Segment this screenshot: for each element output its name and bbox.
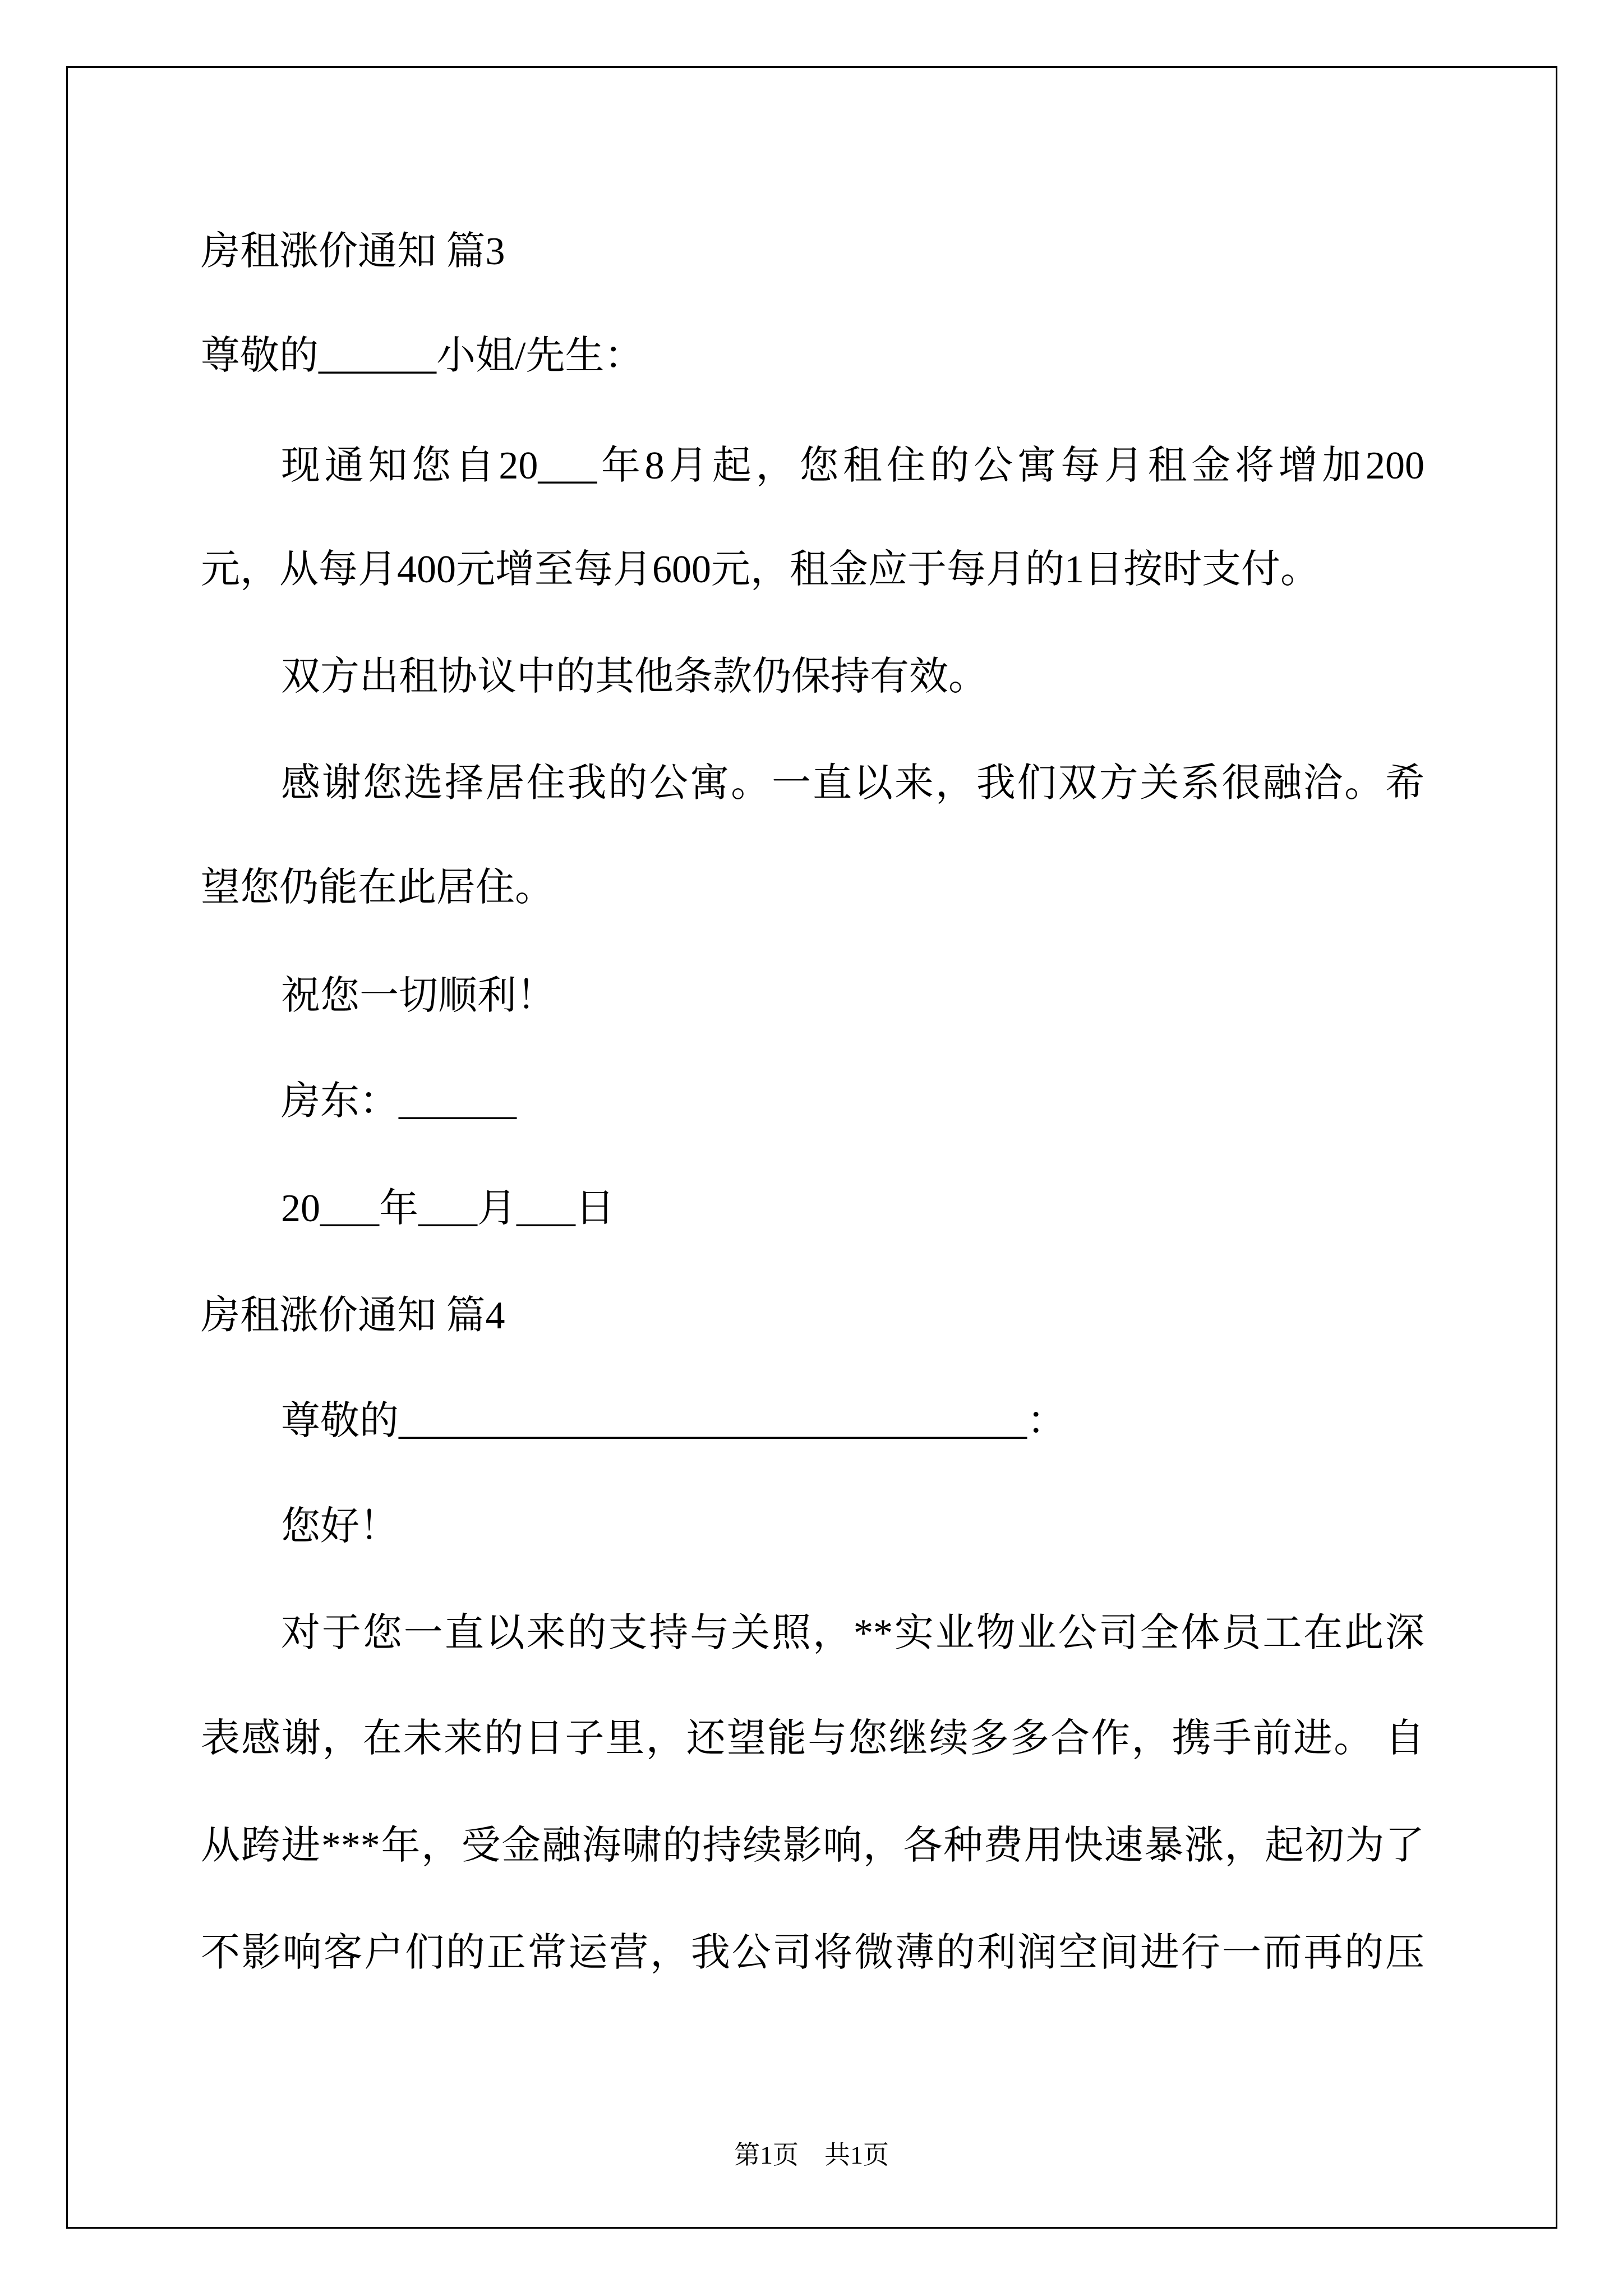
section-heading-3: 房租涨价通知 篇3 (201, 230, 505, 273)
paragraph-line: 现通知您自20___年8月起，您租住的公寓每月租金将增加200 (281, 444, 1424, 487)
paragraph-line: 不影响客户们的正常运营，我公司将微薄的利润空间进行一而再的压 (201, 1931, 1424, 1975)
paragraph-line: 对于您一直以来的支持与关照，**实业物业公司全体员工在此深 (281, 1612, 1424, 1655)
greeting: 您好！ (281, 1505, 399, 1548)
landlord-signature: 房东：______ (281, 1080, 517, 1123)
paragraph-line: 感谢您选择居住我的公寓。一直以来，我们双方关系很融洽。希 (281, 762, 1424, 805)
page-number: 第1页 共1页 (734, 2141, 889, 2169)
page-border (66, 66, 1557, 2229)
section-heading-4: 房租涨价通知 篇4 (201, 1294, 505, 1337)
paragraph-line: 表感谢，在未来的日子里，还望能与您继续多多合作，携手前进。 自 (201, 1717, 1424, 1760)
salutation: 尊敬的________________________________： (281, 1400, 1066, 1443)
salutation: 尊敬的______小姐/先生： (201, 334, 644, 378)
paragraph-line: 元，从每月400元增至每月600元，租金应于每月的1日按时支付。 (201, 548, 1320, 591)
closing-wish: 祝您一切顺利！ (281, 974, 556, 1018)
paragraph-line: 望您仍能在此居住。 (201, 866, 554, 909)
paragraph-line: 从跨进***年，受金融海啸的持续影响，各种费用快速暴涨，起初为了 (201, 1824, 1424, 1867)
paragraph-line: 双方出租协议中的其他条款仍保持有效。 (281, 655, 988, 698)
date-line: 20___年___月___日 (281, 1187, 615, 1230)
